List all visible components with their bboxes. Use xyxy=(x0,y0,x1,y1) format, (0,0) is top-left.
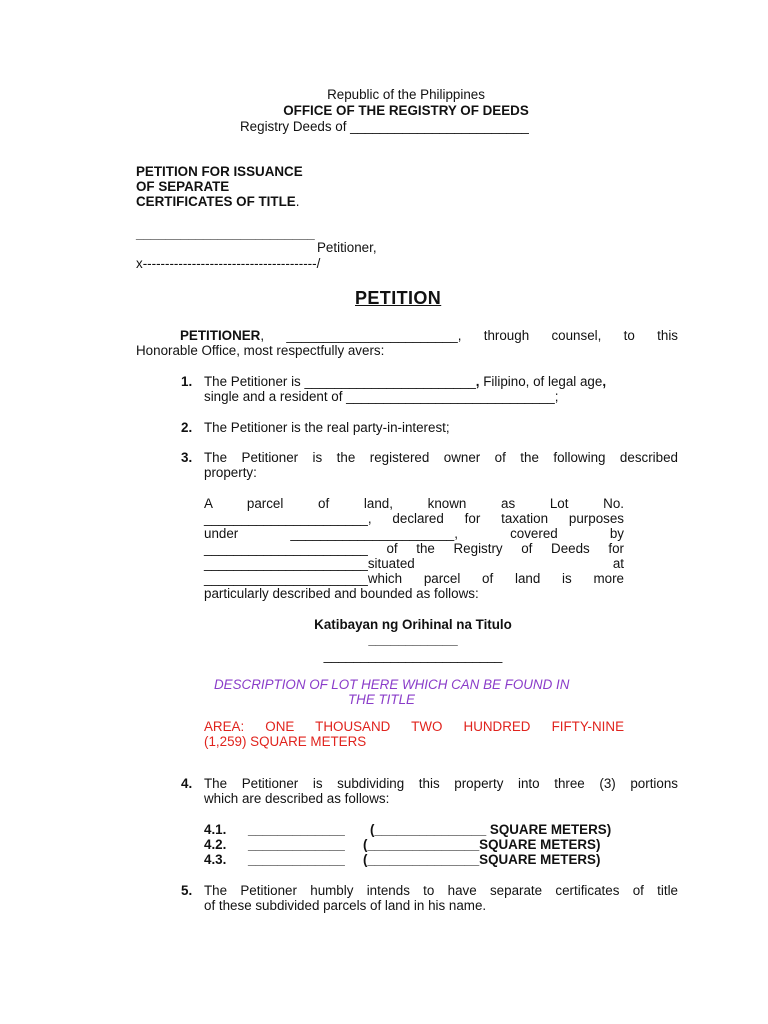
caption-line-1: PETITION FOR ISSUANCE xyxy=(136,164,303,179)
item-3-line-2: property: xyxy=(204,465,257,480)
area-line-1: AREA: ONE THOUSAND TWO HUNDRED FIFTY-NINE xyxy=(204,719,624,734)
item-2-line-1: The Petitioner is the real party-in-interest; xyxy=(204,420,450,435)
item-4-number: 4. xyxy=(181,776,193,791)
caption-line-2: OF SEPARATE xyxy=(136,179,230,194)
item-1-line-2: single and a resident of ____________________________; xyxy=(204,389,559,404)
item-5-line-1: The Petitioner humbly intends to have separate certificates of title xyxy=(204,883,678,898)
republic-line: Republic of the Philippines xyxy=(327,87,485,102)
intro-line-1-rest: , _______________________, through counsel, to this xyxy=(260,328,678,343)
petitioner-label: Petitioner, xyxy=(317,240,377,255)
office-title: OFFICE OF THE REGISTRY OF DEEDS xyxy=(283,103,529,118)
property-line-3: under ______________________, covered by xyxy=(204,526,624,541)
portion-2-detail: (_______________SQUARE METERS) xyxy=(363,837,601,852)
description-line-2: THE TITLE xyxy=(348,692,415,707)
portion-3-detail: (_______________SQUARE METERS) xyxy=(363,852,601,867)
property-line-6: ______________________which parcel of land is more xyxy=(204,571,624,586)
property-line-5: ______________________situated at xyxy=(204,556,624,571)
item-1-line-1-a: The Petitioner is _______________________ xyxy=(204,374,476,389)
caption-line-3-text: CERTIFICATES OF TITLE xyxy=(136,194,296,209)
caption-line-3 xyxy=(136,194,299,210)
item-3-number: 3. xyxy=(181,450,193,465)
title-heading: Katibayan ng Orihinal na Titulo xyxy=(314,617,512,632)
portion-2-blank: _____________ xyxy=(248,837,345,852)
caption-line-3-period: . xyxy=(295,194,300,209)
portion-2-number: 4.2. xyxy=(204,837,227,852)
signature-line: ________________________ xyxy=(136,226,315,241)
item-1-comma-2: , xyxy=(602,374,607,389)
title-line-b: ________________________ xyxy=(323,648,503,663)
portion-1-detail: (_______________ SQUARE METERS) xyxy=(370,822,612,837)
property-line-4: ______________________ of the Registry of Deeds for xyxy=(204,541,624,556)
item-1-line-1 xyxy=(204,374,606,390)
title-line-a: ____________ xyxy=(368,632,458,647)
item-1-number: 1. xyxy=(181,374,193,389)
portion-1-blank: _____________ xyxy=(248,822,345,837)
item-4-line-2: which are described as follows: xyxy=(204,791,390,806)
registry-line: Registry Deeds of ________________________ xyxy=(240,119,529,134)
property-line-2: ______________________, declared for taxation purposes xyxy=(204,511,624,526)
item-5-line-2: of these subdivided parcels of land in his name. xyxy=(204,898,487,913)
caption-separator: x---------------------------------------/ xyxy=(136,256,321,271)
intro-lead: PETITIONER xyxy=(180,328,261,343)
document-title: PETITION xyxy=(355,288,442,308)
area-line-2: (1,259) SQUARE METERS xyxy=(204,734,367,749)
description-line-1: DESCRIPTION OF LOT HERE WHICH CAN BE FOUND IN xyxy=(214,677,570,692)
item-2-number: 2. xyxy=(181,420,193,435)
item-1-comma: , xyxy=(475,374,480,389)
item-4-line-1: The Petitioner is subdividing this property into three (3) portions xyxy=(204,776,678,791)
intro-line-2: Honorable Office, most respectfully avers: xyxy=(136,343,385,358)
property-last-line: particularly described and bounded as follows: xyxy=(204,586,479,601)
portion-3-blank: _____________ xyxy=(248,852,345,867)
portion-1-number: 4.1. xyxy=(204,822,227,837)
item-1-line-1-b: Filipino, of legal age xyxy=(479,374,603,389)
intro-line-1 xyxy=(180,328,678,344)
item-3-line-1: The Petitioner is the registered owner of the following described xyxy=(204,450,678,465)
item-5-number: 5. xyxy=(181,883,193,898)
property-line-1: A parcel of land, known as Lot No. xyxy=(204,496,624,511)
portion-3-number: 4.3. xyxy=(204,852,227,867)
